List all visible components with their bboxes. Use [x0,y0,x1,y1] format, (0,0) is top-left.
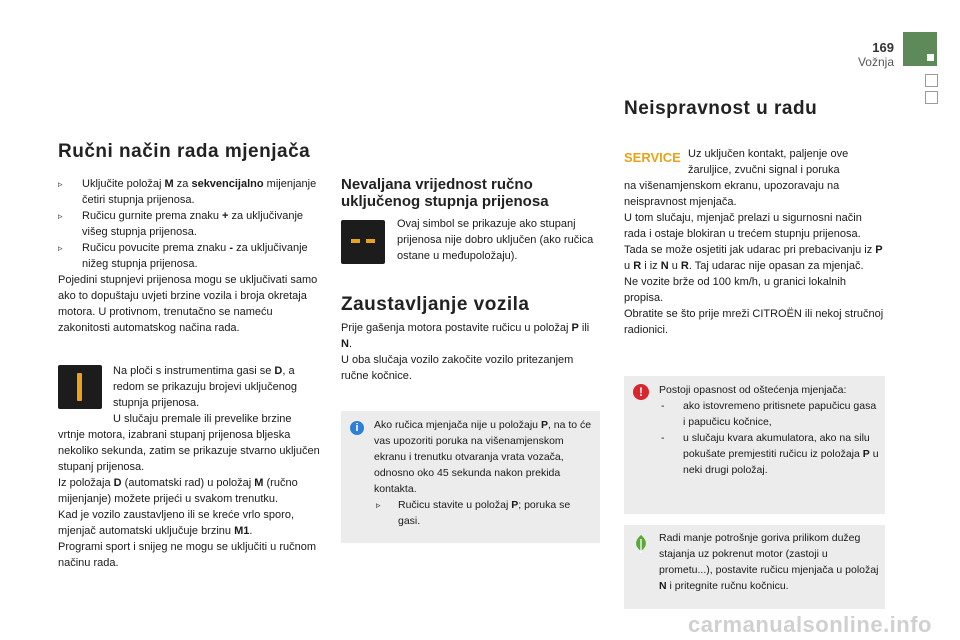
info-icon: i [350,421,364,435]
note-bullet: ▹ Ručicu stavite u položaj P; poruka se gasi. [376,499,571,527]
section-name: Vožnja [857,55,894,69]
arrow-icon: ▹ [58,211,63,221]
section-tab-active [903,32,937,66]
warning-note-box [624,376,885,514]
left-paragraph: Pojedini stupnjevi prijenosa mogu se uključivati samo ako to dopuštaju uvjeti brzine vozila i broja okretaja motora. U protivnom, trenutačno se nameću zakonitosti automatskog načina rada. [58,274,318,334]
stop-paragraph-2: U oba slučaja vozilo zakočite vozilo pritezanjem ručne kočnice. [341,354,574,382]
left-paragraph-5: Programi sport i snijeg ne mogu se uključiti u ručnom načinu rada. [58,541,317,569]
bullet-item: ▹ Ručicu gurnite prema znaku + za uključivanje višeg stupnja prijenosa. [58,210,304,238]
left-paragraph-2: vrtnje motora, izabrani stupanj prijenosa bljeska nekoliko sekunda, zatim se prikazuje stvarno uključen stupanj prijenosa. Iz položaja D (automatski rad) u položaj M (ručno mijenjanje) možete prijeći u svakom trenutku. Kad je vozilo zaustavljeno ili se kreće vrlo sporo, mjenjač automatski uključuje brzinu M1. Programi sport i snijeg ne mogu se uključiti u ručnom načinu rada. [58,429,320,569]
right-paragraph-1: U tom slučaju, mjenjač prelazi u sigurnosni način rada i ostaje blokiran u trećem stupnju prijenosa. Tada se može osjetiti jak udarac pri prebacivanju iz P u R i iz N u R. Taj udarac nije opasan za mjenjač. [624,212,883,272]
invalid-gear-icon [341,220,385,264]
info-note-text: Ako ručica mjenjača nije u položaju P, na to će vas upozoriti poruka na višenamjenskom ekranu i trenutku otvaranja vrata vozača, odnosno oko 45 sekunda nakon prekida kontakta. ▹ Ručicu stavite u položaj P; poruka se gasi. [374,419,592,527]
left-bullets [58,176,320,336]
right-paragraph-2: Ne vozite brže od 100 km/h, u granici lokalnih propisa. [624,276,846,304]
left-paragraph-2a: U slučaju premale ili prevelike brzine [113,413,292,425]
arrow-icon: ▹ [58,243,63,253]
bullet-item: ▹ Ručicu povucite prema znaku - za uključivanje nižeg stupnja prijenosa. [58,242,308,270]
bullet-item: ▹ Uključite položaj M za sekvencijalno mijenjanje četiri stupnja prijenosa. [58,178,317,206]
left-paragraph-3: Iz položaja D (automatski rad) u položaj M (ručno mijenjanje) možete prijeći u svakom trenutku. [58,477,298,505]
section-tab-empty [925,74,938,87]
eco-note-text: Radi manje potrošnje goriva prilikom dužeg stajanja uz pokrenut motor (zastoji u prometu...), postavite ručicu mjenjača u položaj N i pritegnite ručnu kočnicu. [659,532,879,592]
page-number: 169 [872,40,894,55]
middle-title-invalid-gear: Nevaljana vrijednost ručno uključenog stupnja prijenosa [341,176,549,210]
watermark: carmanualsonline.info [688,612,932,637]
arrow-icon: ▹ [58,179,63,189]
left-paragraph-4: Kad je vozilo zaustavljeno ili se kreće vrlo sporo, mjenjač automatski uključuje brzinu M1. [58,509,295,537]
right-title: Neispravnost u radu [624,98,818,119]
info-note-box [341,411,600,543]
leaf-icon [633,534,649,554]
eco-note-box [624,525,885,609]
gear-display-icon [58,365,102,409]
gear-icon-description: Na ploči s instrumentima gasi se D, a redom se prikazuju brojevi uključenog stupnja prijenosa. [113,365,298,409]
middle-title-stop: Zaustavljanje vozila [341,294,530,315]
right-paragraph-3: Obratite se što prije mreži CITROËN ili nekoj stručnoj radionici. [624,308,884,336]
arrow-icon: ▹ [376,500,381,510]
left-title: Ručni način rada mjenjača [58,141,311,162]
warning-note-text: Postoji opasnost od oštećenja mjenjača: - ako istovremeno pritisnete papučicu gasa i papučicu kočnice, - u slučaju kvara akumulatora, ako na silu pokušate premjestiti ručicu iz položaja P u neki drugi položaj. [659,384,879,476]
right-paragraphs: Uz uključen kontakt, paljenje ove žaruljice, zvučni signal i poruka na višenamjenskom ekranu, upozoravaju na neispravnost mjenjača. U tom slučaju, mjenjač prelazi u sigurnosni način rada i ostaje blokiran u trećem stupnju prijenosa. Tada se može osjetiti jak udarac pri prebacivanju iz P u R i iz N u R. Taj udarac nije opasan za mjenjač. Ne vozite brže od 100 km/h, u granici lokalnih propisa. Obratite se što prije mreži CITROËN ili nekoj stručnoj radionici. [624,146,886,338]
stop-paragraph: Prije gašenja motora postavite ručicu u položaj P ili N. U oba slučaja vozilo zakočite vozilo pritezanjem ručne kočnice. [341,320,603,384]
warning-item: - u slučaju kvara akumulatora, ako na silu pokušate premjestiti ručicu iz položaja P u neki drugi položaj. [661,432,879,476]
warning-item: - ako istovremeno pritisnete papučicu gasa i papučicu kočnice, [661,400,877,428]
tab-marker-icon [927,54,934,61]
exclamation-icon: ! [633,384,649,400]
section-tab-empty [925,91,938,104]
service-warning-icon: SERVICE [624,150,681,165]
invalid-gear-description: Ovaj simbol se prikazuje ako stupanj prijenosa nije dobro uključen (ako ručica ostane u međupoložaju). [397,218,594,262]
